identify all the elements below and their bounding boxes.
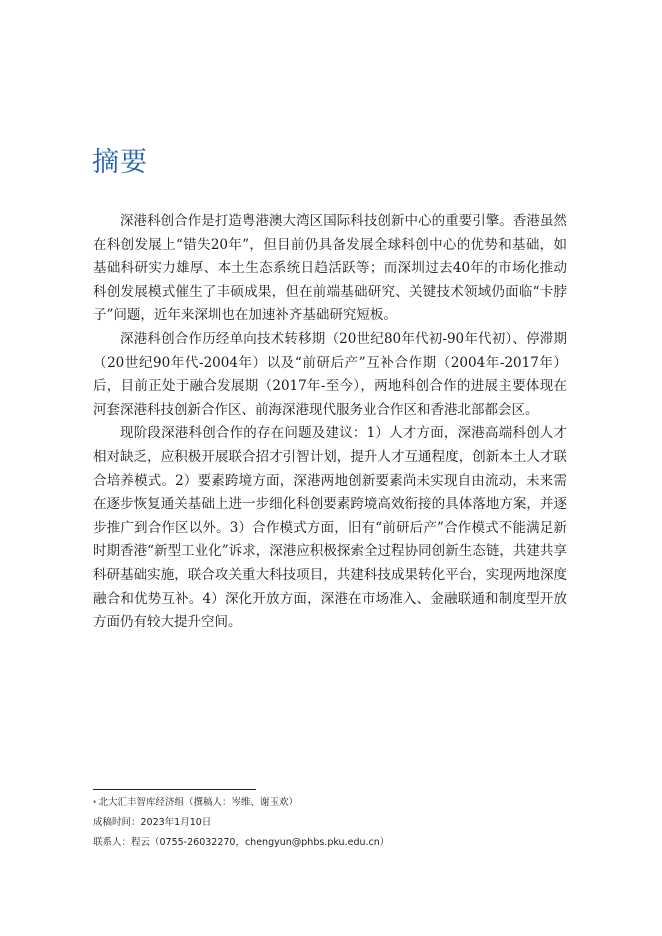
footnote-authors bbox=[93, 796, 567, 816]
abstract-paragraph-2: 深港科创合作历经单向技术转移期（20世纪80年代初-90年代初）、停滞期（20世纪90年代-2004年）以及“前研后产”互补合作期（2004年-2017年）后，目前正处于融合发展期（2017年-至今），两地科创合作的进展主要体现在河套深港科技创新合作区、前海深港现代服务业合作区和香港北部都会区。 bbox=[93, 330, 567, 418]
footnote-date: 成稿时间：2023年1月10日 bbox=[93, 817, 212, 828]
page-title: 摘要 bbox=[92, 147, 148, 178]
footnotes bbox=[93, 796, 567, 856]
footnote-divider bbox=[93, 789, 256, 790]
footnote-marker: * bbox=[93, 799, 97, 807]
footnote-contact: 联系人：程云（0755-26032270，chengyun@phbs.pku.edu.cn） bbox=[93, 837, 390, 848]
abstract-paragraph-1: 深港科创合作是打造粤港澳大湾区国际科技创新中心的重要引擎。香港虽然在科创发展上“错失20年”，但目前仍具备发展全球科创中心的优势和基础，如基础科研实力雄厚、本土生态系统日趋活跃等；而深圳过去40年的市场化推动科创发展模式催生了丰硕成果，但在前端基础研究、关键技术领域仍面临“卡脖子”问题，近年来深圳也在加速补齐基础研究短板。 bbox=[93, 213, 567, 324]
abstract-body bbox=[93, 210, 567, 635]
abstract-paragraph-3: 现阶段深港科创合作的存在问题及建议：1）人才方面，深港高端科创人才相对缺乏，应积极开展联合招才引智计划，提升人才互通程度，创新本土人才联合培养模式。2）要素跨境方面，深港两地创新要素尚未实现自由流动，未来需在逐步恢复通关基础上进一步细化科创要素跨境高效衔接的具体落地方案，并逐步推广到合作区以外。3）合作模式方面，旧有“前研后产”合作模式不能满足新时期香港“新型工业化”诉求，深港应积极探索全过程协同创新生态链，共建共享科研基础实施，联合攻关重大科技项目，共建科技成果转化平台，实现两地深度融合和优势互补。4）深化开放方面，深港在市场准入、金融联通和制度型开放方面仍有较大提升空间。 bbox=[93, 425, 567, 631]
footnote-authors-text: 北大汇丰智库经济组（撰稿人：岑维、谢玉欢） bbox=[98, 797, 299, 808]
